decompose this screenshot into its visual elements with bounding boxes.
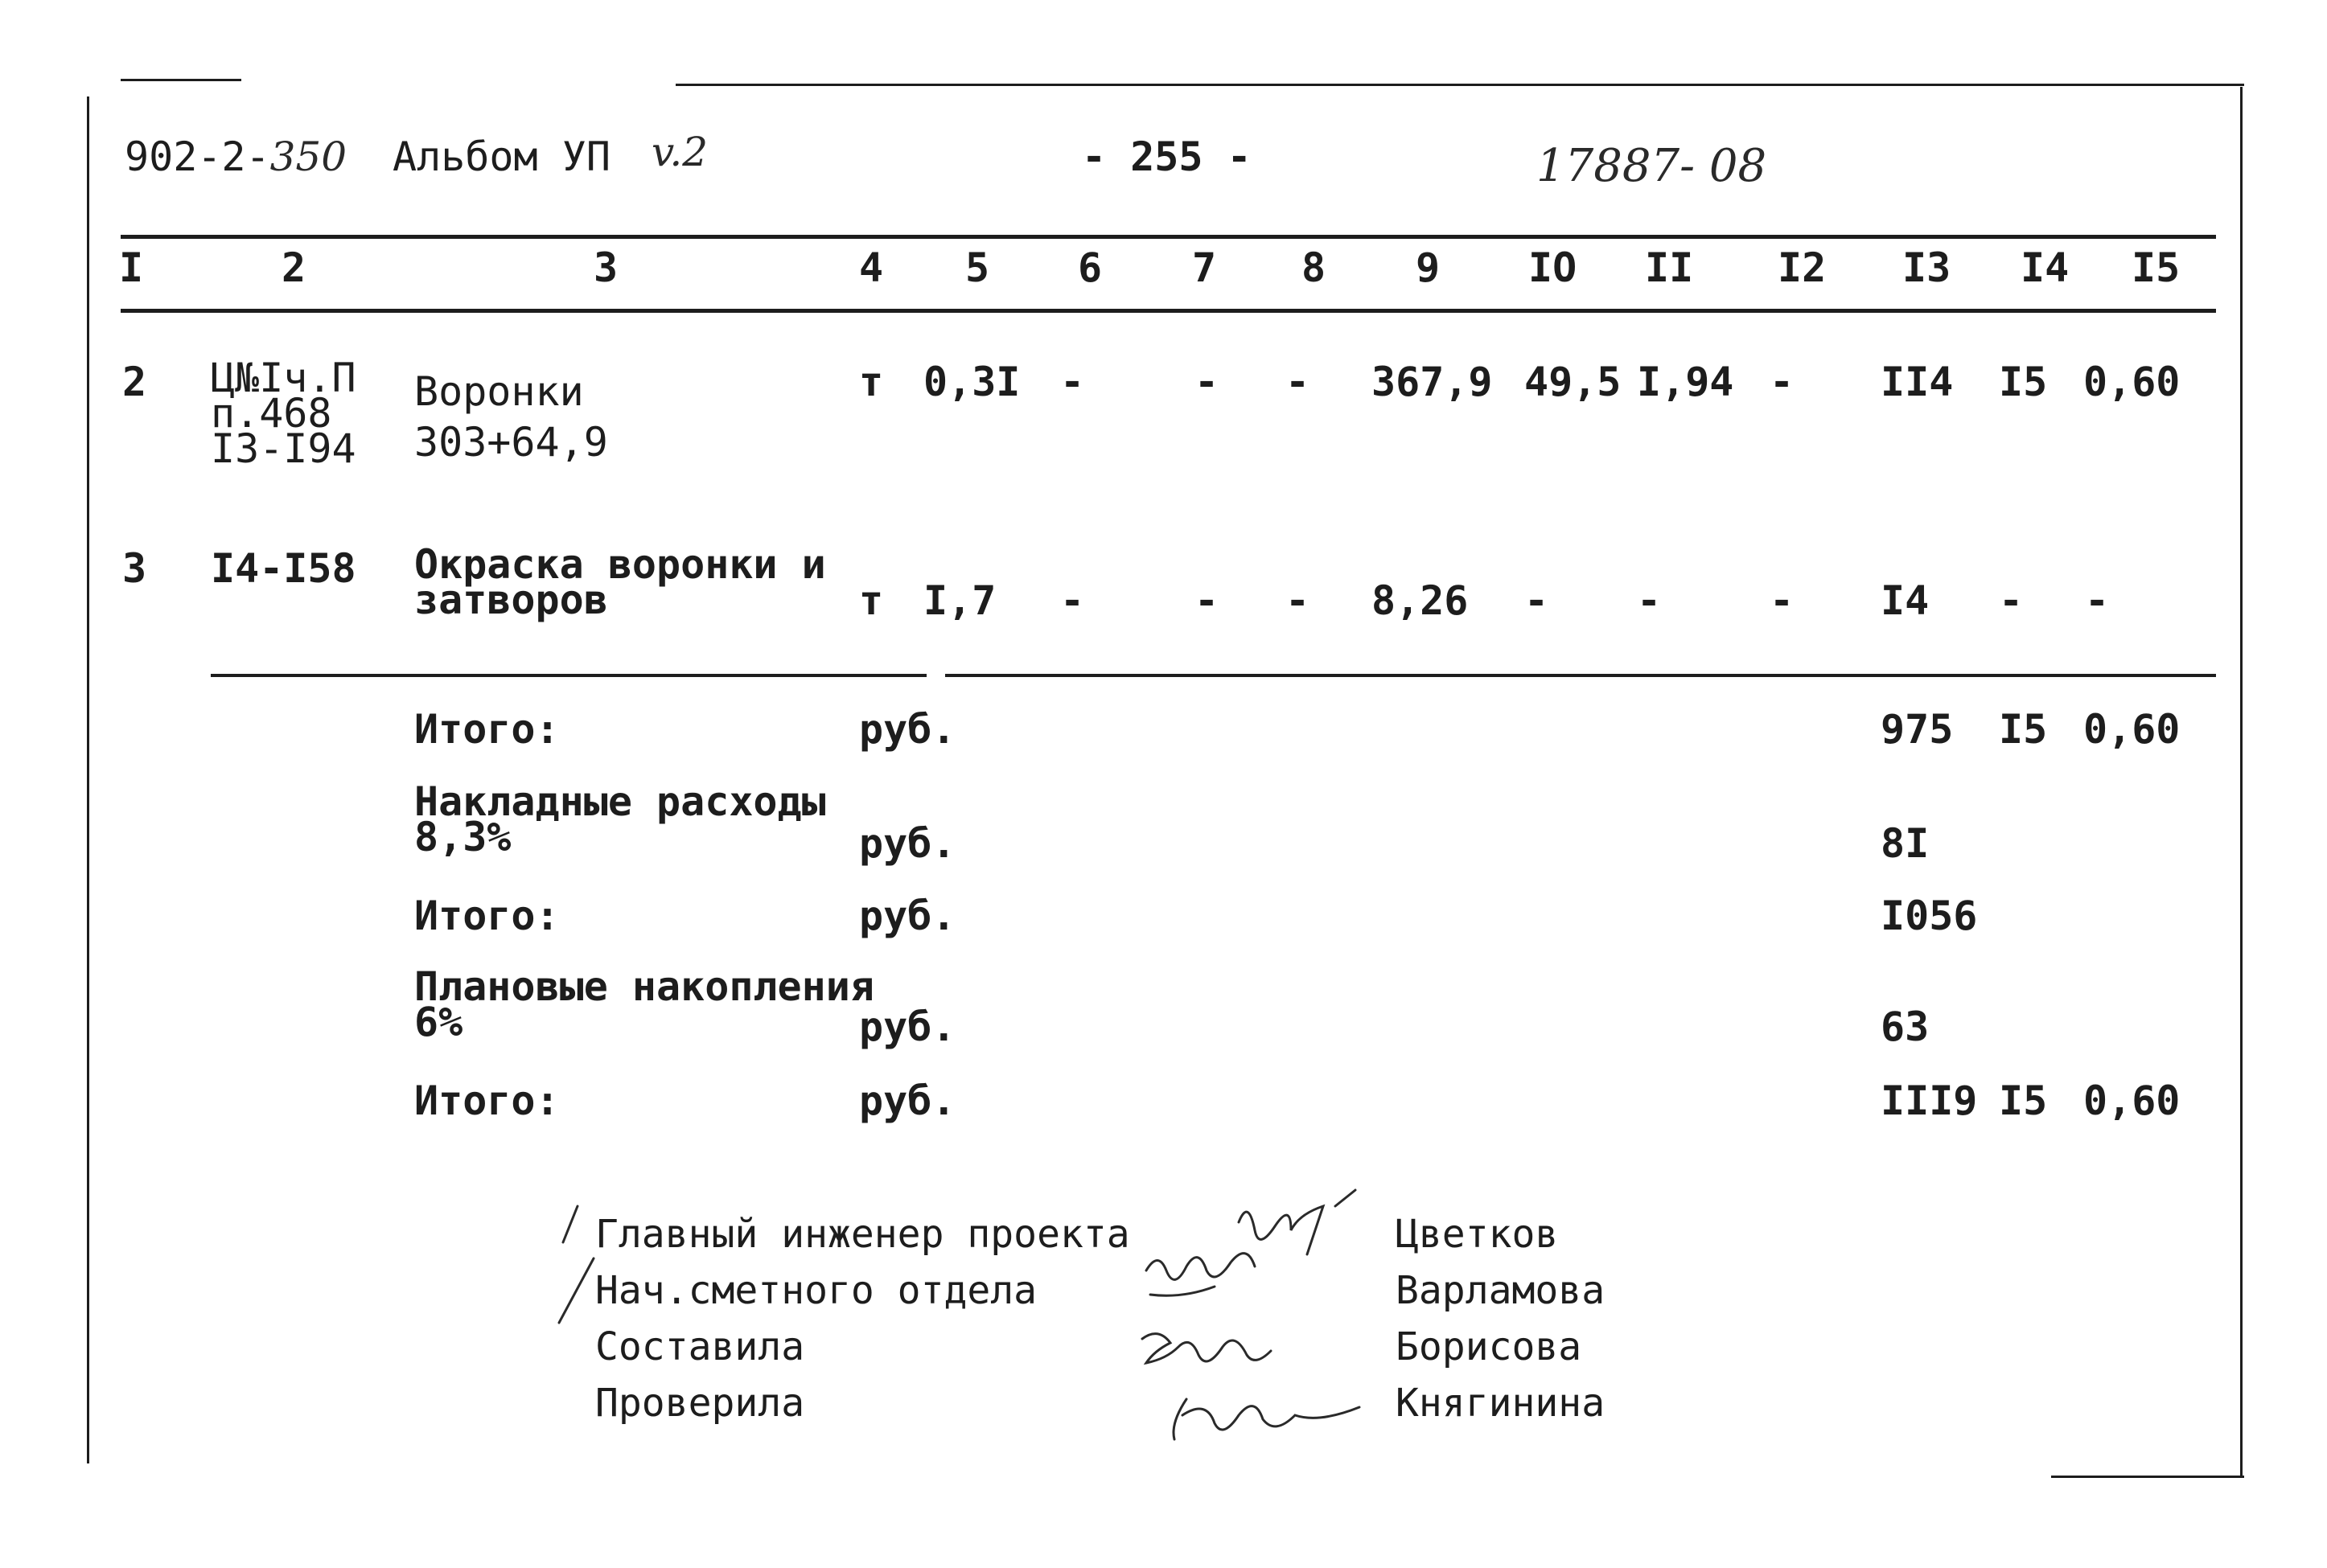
cell-col8: - [1285,577,1310,624]
row-unit: т [859,359,884,405]
total-col14: I5 [1999,1077,2048,1124]
cell-col5: 0,3I [923,359,1021,405]
cell-col10: 49,5 [1524,359,1622,405]
cell-col9: 367,9 [1371,359,1493,405]
cell-col7: - [1194,577,1219,624]
total-label: Итого: [414,706,560,753]
total-col15: 0,60 [2083,706,2181,753]
row-name: Окраска воронки и затворов [414,541,826,623]
total-label: Итого: [414,1077,560,1124]
cell-col6: - [1060,359,1085,405]
cell-col9: 8,26 [1371,577,1469,624]
signature-names: Цветков Варламова Борисова Княгинина [1396,1212,1605,1426]
cell-col10: - [1524,577,1549,624]
cell-col13: II4 [1881,359,1954,405]
column-header: 7 [1192,244,1217,291]
total-label: Итого: [414,893,560,939]
row-code: Ц№Iч.П п.468 I3-I94 [211,355,356,472]
cell-col12: - [1770,577,1795,624]
cell-col14: - [1999,577,2024,624]
signature-scribble [1239,1190,1355,1254]
slash-mark [563,1206,578,1242]
cell-col15: - [2085,577,2110,624]
column-header: I4 [2021,244,2070,291]
column-header: 8 [1301,244,1326,291]
total-col13: 975 [1881,706,1954,753]
total-unit: руб. [859,706,956,753]
column-header: 5 [965,244,990,291]
row-unit: т [859,577,884,624]
row-name: Воронки 303+64,9 [414,368,608,466]
row-code: I4-I58 [211,545,356,592]
doc-number-handwritten: 17887- 08 [1536,140,1767,192]
total-label: Плановые накопления 6% [414,963,874,1045]
total-col14: I5 [1999,706,2048,753]
cell-col14: I5 [1999,359,2048,405]
cell-col11: - [1637,577,1662,624]
project-code-handwritten: 350 [269,133,347,180]
total-label: Накладные расходы 8,3% [414,778,826,860]
cell-col7: - [1194,359,1219,405]
column-header: IO [1528,244,1577,291]
column-header: II [1645,244,1694,291]
column-header: I [119,244,144,291]
total-unit: руб. [859,1077,956,1124]
cell-col6: - [1060,577,1085,624]
cell-col12: - [1770,359,1795,405]
signature-roles: Главный инженер проекта Нач.сметного отдела Составила Проверила [595,1212,1130,1426]
row-number: 3 [122,545,147,592]
signature-scribble [1146,1254,1255,1296]
signature-scribble [1174,1399,1359,1439]
row-number: 2 [122,359,147,405]
column-header: I5 [2132,244,2181,291]
total-col15: 0,60 [2083,1077,2181,1124]
total-unit: руб. [859,1004,956,1050]
page-number: - 255 - [1082,133,1252,180]
total-unit: руб. [859,820,956,867]
column-header: 3 [594,244,619,291]
column-header: 9 [1416,244,1441,291]
total-col13: 8I [1881,820,1930,867]
album-label: Альбом УП [393,133,611,180]
column-header: 6 [1078,244,1103,291]
total-col13: I056 [1881,893,1978,939]
cell-col8: - [1285,359,1310,405]
cell-col11: I,94 [1637,359,1734,405]
column-header: 4 [859,244,884,291]
total-col13: 63 [1881,1004,1930,1050]
cell-col5: I,7 [923,577,997,624]
column-header: 2 [282,244,306,291]
total-col13: III9 [1881,1077,1978,1124]
cell-col15: 0,60 [2083,359,2181,405]
column-header: I3 [1902,244,1951,291]
total-unit: руб. [859,893,956,939]
column-header: I2 [1778,244,1827,291]
album-handwritten: v.2 [652,129,709,175]
project-code: 902-2-350 [125,133,347,180]
cell-col13: I4 [1881,577,1930,624]
signature-scribble [1142,1334,1271,1363]
slash-mark [559,1258,594,1323]
